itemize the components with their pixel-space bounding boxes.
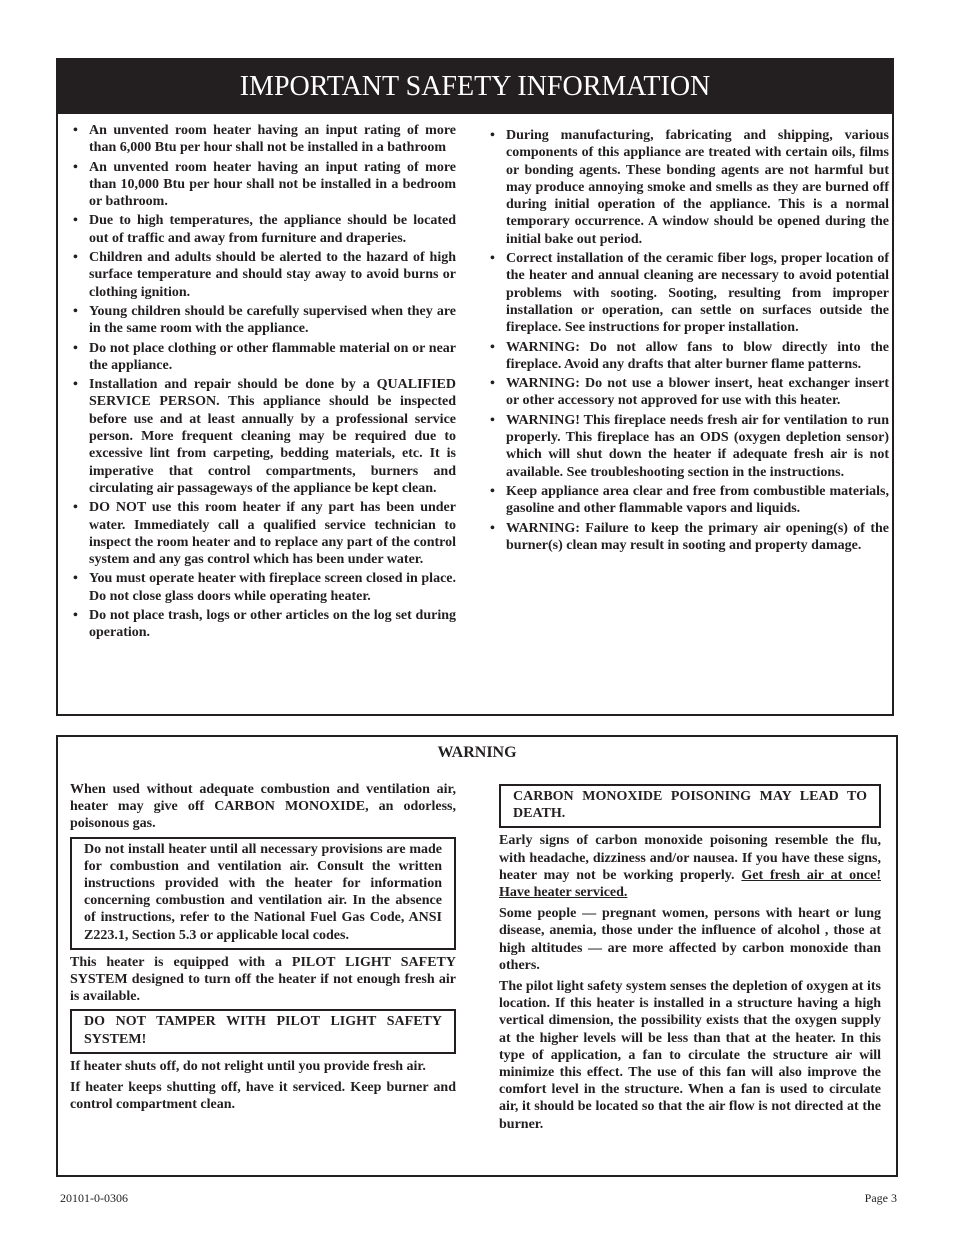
warning-right-column (499, 784, 881, 1137)
safety-item: • WARNING: Do not use a blower insert, heat exchanger insert or other accessory not approved for use with this heater. (488, 375, 889, 410)
tamper-notice-box: DO NOT TAMPER WITH PILOT LIGHT SAFETY SYSTEM! (70, 1009, 456, 1053)
safety-left-column (71, 122, 456, 644)
safety-item: • Due to high temperatures, the appliance should be located out of traffic and away from furniture and draperies. (71, 212, 456, 247)
pilot-sensor-text: The pilot light safety system senses the depletion of oxygen at its location. If this heater is installed in a structure having a high vertical dimension, the possibility exists that the oxygen supply at the higher levels will be less than that at the heater. In this type of application, a fan to circulate the structure air will minimize this effect. The use of this fan will also improve the comfort level in the structure. When a fan is used to circulate air, it should be located so that the air flow is not directed at the burner. (499, 979, 881, 1132)
safety-item: • Installation and repair should be done by a QUALIFIED SERVICE PERSON. This appliance should be inspected before use and at least annually by a professional service person. More frequent cleaning may be required due to excessive lint from carpeting, bedding materials, etc. It is imperative that control compartments, burners and circulating air passageways of the appliance be kept clean. (71, 376, 456, 497)
safety-item: • Do not place clothing or other flammable material on or near the appliance. (71, 340, 456, 375)
doc-number: 20101-0-0306 (60, 1191, 128, 1205)
safety-banner-title: IMPORTANT SAFETY INFORMATION (58, 60, 892, 114)
safety-item: • During manufacturing, fabricating and shipping, various components of this appliance are treated with certain oils, films or bonding agents. These bonding agents are not harmful but may produce annoying smoke and smells as they are burned off during initial operation of the appliance. This is a normal temporary occurrence. A window should be opened during the initial bake out period. (488, 127, 889, 248)
shutoff-text: If heater shuts off, do not relight until you provide fresh air. (70, 1058, 426, 1074)
safety-item: • DO NOT use this room heater if any part has been under water. Immediately call a qualified service technician to inspect the room heater and to replace any part of the control system and any gas control which has been under water. (71, 499, 456, 568)
fresh-air-instruction: Get fresh air at once! Have heater serviced. (499, 867, 881, 901)
safety-item: • Do not place trash, logs or other articles on the log set during operation. (71, 607, 456, 642)
safety-item: • An unvented room heater having an input rating of more than 10,000 Btu per hour shall not be installed in a bedroom or bathroom. (71, 159, 456, 211)
pilot-system-text: This heater is equipped with a PILOT LIGHT SAFETY SYSTEM designed to turn off the heater if not enough fresh air is available. (70, 954, 456, 1005)
safety-item: • You must operate heater with fireplace screen closed in place. Do not close glass doors while operating heater. (71, 570, 456, 605)
co-signs-lead: Early signs of carbon monoxide poisoning resemble the flu, with headache, dizziness and/or nausea. If you have these signs, heater may not be working properly. (499, 833, 881, 883)
co-death-notice-box: CARBON MONOXIDE POISONING MAY LEAD TO DEATH. (499, 784, 881, 828)
safety-item: • Children and adults should be alerted to the hazard of high surface temperature and should stay away to avoid burns or clothing ignition. (71, 249, 456, 301)
ventilation-notice-box: Do not install heater until all necessary provisions are made for combustion and ventilation air. Consult the written instructions provided with the heater for information concerning combustion and ventilation air. In the absence of instructions, refer to the National Fuel Gas Code, ANSI Z223.1, Section 5.3 or applicable local codes. (70, 837, 456, 950)
page-number: Page 3 (864, 1191, 897, 1205)
safety-item: • Correct installation of the ceramic fiber logs, proper location of the heater and annual cleaning are necessary to avoid potential problems with sooting. Sooting, resulting from improper installation or operation, can settle on surfaces outside the fireplace. See instructions for proper installation. (488, 250, 889, 336)
warning-title: WARNING (437, 744, 517, 761)
safety-right-column (488, 127, 889, 556)
safety-item: • An unvented room heater having an input rating of more than 6,000 Btu per hour shall not be installed in a bathroom (71, 122, 456, 157)
co-intro-text: When used without adequate combustion and ventilation air, heater may give off CARBON MONOXIDE, an odorless, poisonous gas. (70, 782, 456, 832)
warning-box (56, 735, 898, 1177)
safety-item: • Keep appliance area clear and free from combustible materials, gasoline and other flammable vapors and liquids. (488, 483, 889, 518)
warning-left-column (70, 781, 456, 1117)
safety-item: • WARNING: Do not allow fans to blow directly into the fireplace. Avoid any drafts that alter burner flame patterns. (488, 339, 889, 374)
safety-info-box (56, 58, 894, 716)
safety-item: • WARNING: Failure to keep the primary air opening(s) of the burner(s) clean may result in sooting and property damage. (488, 520, 889, 555)
service-text: If heater keeps shutting off, have it serviced. Keep burner and control compartment clean. (70, 1080, 456, 1113)
safety-item: • Young children should be carefully supervised when they are in the same room with the appliance. (71, 303, 456, 338)
sensitive-people-text: Some people — pregnant women, persons with heart or lung disease, anemia, those under the influence of alcohol , those at high altitudes — are more affected by carbon monoxide than others. (499, 906, 881, 973)
co-signs-text (499, 832, 881, 901)
safety-item: • WARNING! This fireplace needs fresh air for ventilation to run properly. This fireplace has an ODS (oxygen depletion sensor) which will shut down the heater if adequate fresh air is not available. See troubleshooting section in the instructions. (488, 412, 889, 481)
